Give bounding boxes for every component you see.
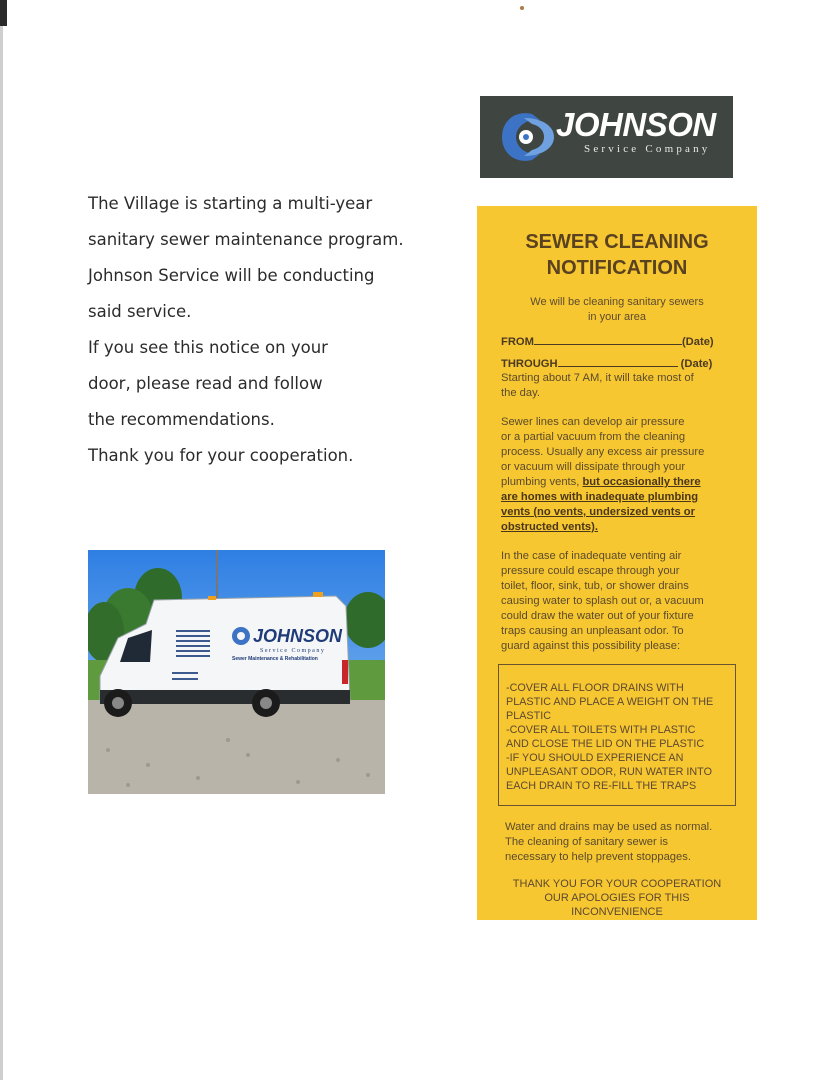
emphasis-line: obstructed vents). [501, 521, 598, 533]
flyer-title-line2: NOTIFICATION [546, 257, 688, 279]
van-services-text: Sewer Maintenance & Rehabilitation [232, 656, 318, 662]
intro-text-block [88, 186, 418, 474]
through-label: THROUGH [501, 358, 558, 370]
intro-line: said service. [88, 302, 192, 321]
venting-paragraph-line: causing water to splash out or, a vacuum [501, 595, 704, 607]
flyer-title-line1: SEWER CLEANING [525, 231, 709, 253]
intro-line: Johnson Service will be conducting [88, 266, 375, 285]
venting-paragraph-line: pressure could escape through your [501, 565, 680, 577]
thanks-line: INCONVENIENCE [571, 906, 663, 918]
flyer-intro-line2: in your area [587, 311, 647, 323]
from-date-field [501, 333, 723, 350]
thanks-line: OUR APOLOGIES FOR THIS [544, 892, 690, 904]
instruction-line: UNPLEASANT ODOR, RUN WATER INTO [506, 766, 712, 778]
normal-use-line: The cleaning of sanitary sewer is [505, 836, 668, 848]
normal-use-line: necessary to help prevent stoppages. [505, 851, 691, 863]
thanks-line: THANK YOU FOR YOUR COOPERATION [512, 878, 722, 890]
instructions-box [498, 664, 736, 806]
from-blank [534, 333, 682, 345]
instruction-line: AND CLOSE THE LID ON THE PLASTIC [506, 738, 705, 750]
start-time-line1: Starting about 7 AM, it will take most of [501, 372, 694, 384]
intro-line: door, please read and follow [88, 374, 323, 393]
emphasis-text: but occasionally there [582, 476, 701, 488]
emphasis-line: are homes with inadequate plumbing [501, 491, 699, 503]
johnson-logo [480, 96, 733, 178]
from-date-label: (Date) [681, 336, 714, 348]
venting-paragraph-line: traps causing an unpleasant odor. To [501, 625, 684, 637]
intro-line: sanitary sewer maintenance program. [88, 230, 404, 249]
instruction-line: -COVER ALL TOILETS WITH PLASTIC [506, 724, 696, 736]
start-time-line2: the day. [501, 387, 540, 399]
instruction-line: PLASTIC AND PLACE A WEIGHT ON THE [506, 696, 714, 708]
venting-paragraph-line: toilet, floor, sink, tub, or shower drains [501, 580, 689, 592]
logo-name: JOHNSON [556, 106, 716, 143]
van-tagline-text: Service Company [260, 648, 326, 654]
scan-corner-mark [0, 0, 7, 26]
van-illustration [88, 550, 385, 794]
venting-paragraph-line: guard against this possibility please: [501, 640, 681, 652]
pressure-paragraph-line: or a partial vacuum from the cleaning [501, 431, 686, 443]
pressure-paragraph-line: Sewer lines can develop air pressure [501, 416, 685, 428]
scan-speck [520, 6, 524, 10]
logo-tagline: Service Company [584, 143, 711, 155]
venting-paragraph-line: could draw the water out of your fixture [501, 610, 694, 622]
intro-line: Thank you for your cooperation. [88, 446, 354, 465]
instruction-line: EACH DRAIN TO RE-FILL THE TRAPS [506, 780, 697, 792]
through-date-label: (Date) [680, 358, 713, 370]
intro-line: The Village is starting a multi-year [88, 194, 373, 213]
instruction-line: -COVER ALL FLOOR DRAINS WITH [506, 682, 684, 694]
plain-text: plumbing vents, [501, 476, 583, 488]
pressure-paragraph-mixed-line [501, 475, 701, 490]
venting-paragraph-line: In the case of inadequate venting air [501, 550, 682, 562]
scan-edge [0, 0, 3, 1080]
from-label: FROM [501, 336, 534, 348]
intro-line: the recommendations. [88, 410, 275, 429]
pressure-paragraph-line: or vacuum will dissipate through your [501, 461, 686, 473]
emphasis-line: vents (no vents, undersized vents or [501, 506, 695, 518]
normal-use-line: Water and drains may be used as normal. [505, 821, 713, 833]
intro-line: If you see this notice on your [88, 338, 328, 357]
through-date-field [501, 355, 723, 372]
through-blank [558, 355, 678, 367]
sewer-notification-flyer [477, 206, 757, 920]
pressure-paragraph-line: process. Usually any excess air pressure [501, 446, 705, 458]
flyer-intro-line1: We will be cleaning sanitary sewers [530, 296, 704, 308]
service-van-photo [88, 550, 385, 794]
van-brand-text: JOHNSON [253, 626, 343, 646]
instruction-line: -IF YOU SHOULD EXPERIENCE AN [506, 752, 684, 764]
instruction-line: PLASTIC [506, 710, 552, 722]
